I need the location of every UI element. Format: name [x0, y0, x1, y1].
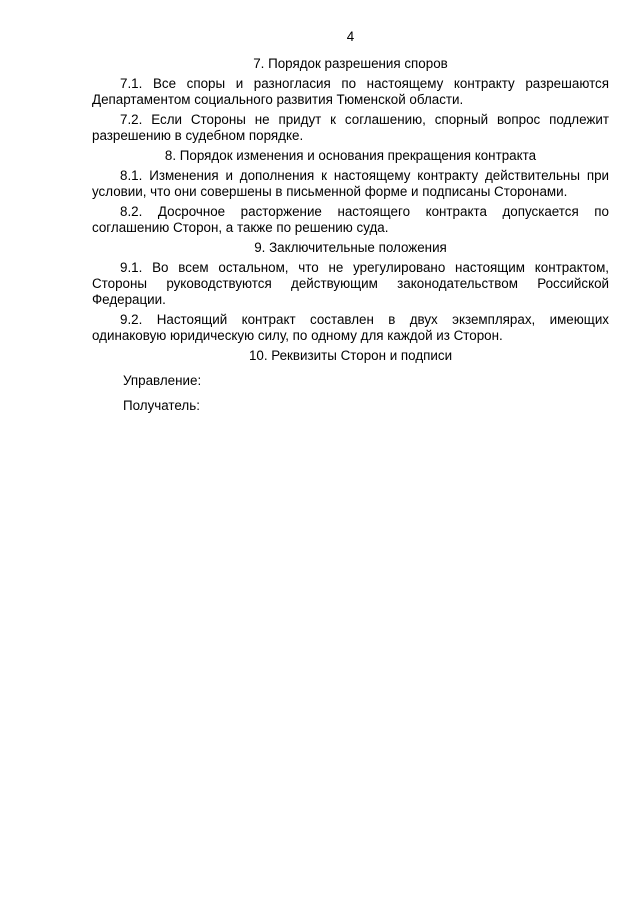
page-number: 4: [346, 29, 355, 44]
clause-9-2: 9.2. Настоящий контракт составлен в двух экземплярах, имеющих одинаковую юридическую силу, по одному для каждой из Сторон.: [92, 312, 609, 343]
section-8-heading: 8. Порядок изменения и основания прекращения контракта: [164, 148, 537, 163]
recipient-signature-label: Получатель:: [123, 398, 200, 413]
section-9-heading: 9. Заключительные положения: [254, 240, 447, 255]
clause-9-1: 9.1. Во всем остальном, что не урегулировано настоящим контрактом, Стороны руководствуются действующим законодательством Российской Федерации.: [92, 260, 609, 307]
clause-7-1: 7.1. Все споры и разногласия по настоящему контракту разрешаются Департаментом социального развития Тюменской области.: [92, 76, 609, 107]
clause-8-2: 8.2. Досрочное расторжение настоящего контракта допускается по соглашению Сторон, а также по решению суда.: [92, 204, 609, 235]
section-10-heading: 10. Реквизиты Сторон и подписи: [248, 348, 453, 363]
management-signature-label: Управление:: [123, 373, 202, 388]
clause-7-2: 7.2. Если Стороны не придут к соглашению, спорный вопрос подлежит разрешению в судебном порядке.: [92, 112, 609, 143]
section-7-heading: 7. Порядок разрешения споров: [253, 56, 448, 71]
clause-8-1: 8.1. Изменения и дополнения к настоящему контракту действительны при условии, что они совершены в письменной форме и подписаны Сторонами.: [92, 168, 609, 199]
